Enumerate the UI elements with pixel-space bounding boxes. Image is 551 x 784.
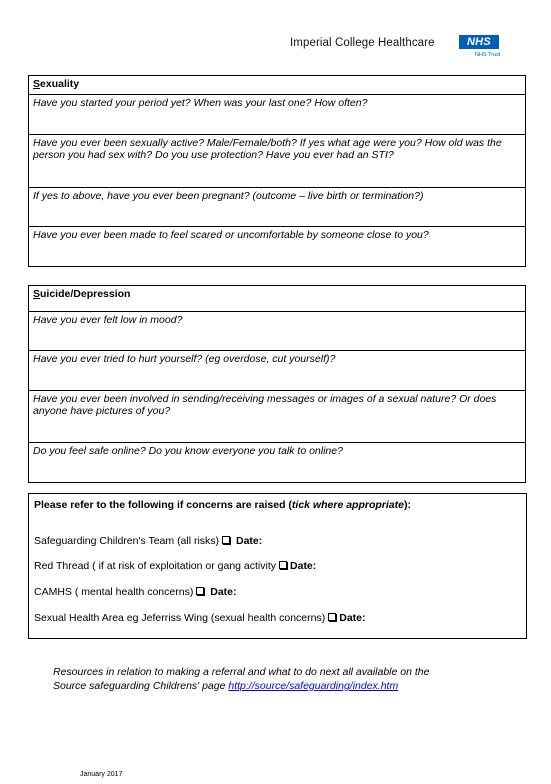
checkbox-sexual-health[interactable] — [328, 613, 336, 621]
sexuality-heading: Sexuality — [29, 76, 526, 95]
sexuality-table — [28, 75, 526, 267]
footer-date: January 2017 — [80, 771, 123, 778]
safeguarding-link[interactable]: http://source/safeguarding/index.htm — [228, 680, 399, 692]
suicide-question-online[interactable]: Do you feel safe online? Do you know everyone you talk to online? — [29, 443, 526, 483]
organisation-name: Imperial College Healthcare — [290, 37, 435, 49]
suicide-heading: Suicide/Depression — [29, 286, 526, 312]
suicide-question-sexting[interactable]: Have you ever been involved in sending/receiving messages or images of a sexual nature? Or does anyone have pictures of you? — [29, 391, 526, 443]
suicide-question-self-harm[interactable]: Have you ever tried to hurt yourself? (eg overdose, cut yourself)? — [29, 351, 526, 391]
resources-note: Resources in relation to making a referral and what to do next all available on the Source safeguarding Childrens' page http://source/safeguarding/index.htm — [53, 666, 430, 692]
checkbox-safeguarding[interactable] — [222, 536, 230, 544]
referral-item-camhs: CAMHS ( mental health concerns) Date: — [34, 586, 237, 598]
referral-title: Please refer to the following if concerns are raised (tick where appropriate): — [34, 499, 411, 511]
sexuality-question-active[interactable]: Have you ever been sexually active? Male/Female/both? If yes what age were you? How old was the person you had sex with? Do you use protection? Have you ever had an STI? — [29, 135, 526, 188]
checkbox-camhs[interactable] — [196, 587, 204, 595]
referral-box — [28, 493, 527, 639]
page-header — [0, 0, 551, 70]
referral-item-red-thread: Red Thread ( if at risk of exploitation or gang activity Date: — [34, 560, 317, 572]
suicide-question-low-mood[interactable]: Have you ever felt low in mood? — [29, 312, 526, 351]
sexuality-question-period[interactable]: Have you started your period yet? When was your last one? How often? — [29, 95, 526, 135]
sexuality-question-pregnant[interactable]: If yes to above, have you ever been pregnant? (outcome – live birth or termination?) — [29, 188, 526, 227]
trust-label: NHS Trust — [475, 52, 501, 58]
checkbox-red-thread[interactable] — [279, 561, 287, 569]
referral-item-safeguarding: Safeguarding Children's Team (all risks) Date: — [34, 535, 263, 547]
referral-item-sexual-health: Sexual Health Area eg Jeferriss Wing (sexual health concerns) Date: — [34, 612, 366, 624]
nhs-logo: NHS — [459, 35, 499, 49]
sexuality-question-scared[interactable]: Have you ever been made to feel scared or uncomfortable by someone close to you? — [29, 227, 526, 267]
suicide-table — [28, 285, 526, 483]
